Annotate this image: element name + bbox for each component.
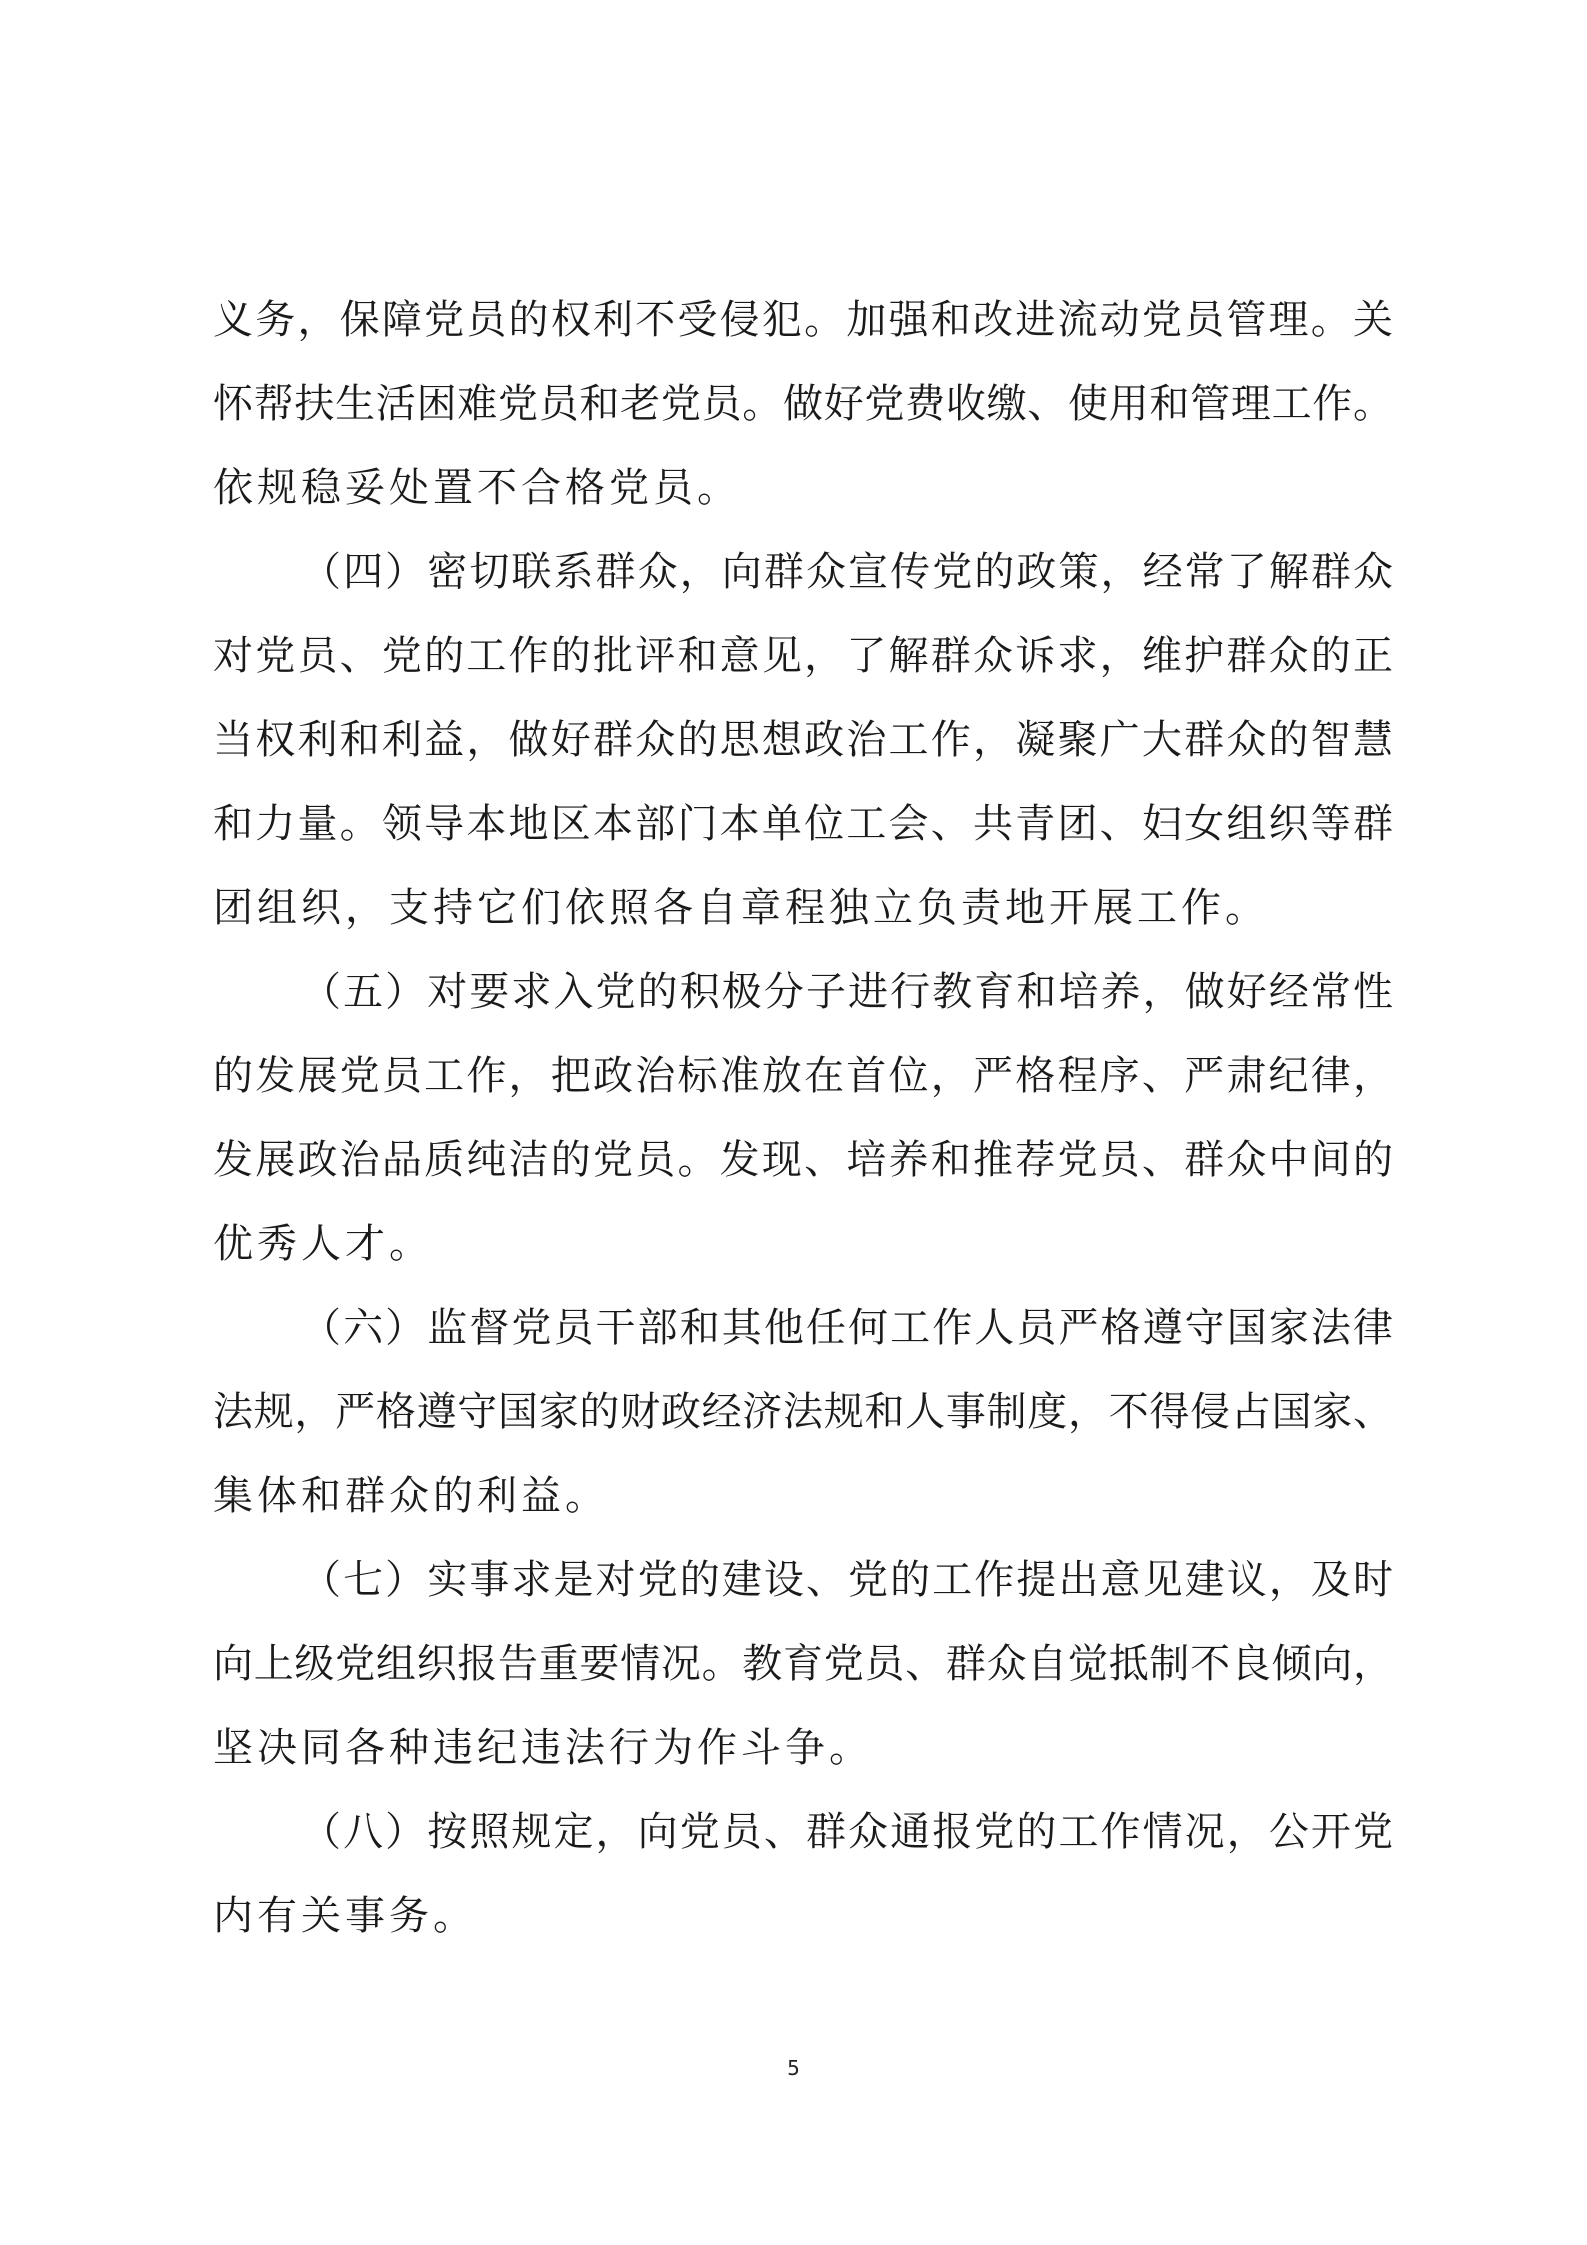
paragraph-heading-line: （四）密切联系群众，向群众宣传党的政策，经常了解群众 xyxy=(301,549,1393,595)
text-line: 的发展党员工作，把政治标准放在首位，严格程序、严肃纪律， xyxy=(213,1053,1393,1099)
text-line: 坚决同各种违纪违法行为作斗争。 xyxy=(213,1725,873,1771)
text-line: 义务，保障党员的权利不受侵犯。加强和改进流动党员管理。关 xyxy=(213,297,1393,343)
paragraph-heading-line: （八）按照规定，向党员、群众通报党的工作情况，公开党 xyxy=(301,1809,1393,1855)
text-line: 发展政治品质纯洁的党员。发现、培养和推荐党员、群众中间的 xyxy=(213,1137,1393,1183)
text-line: 团组织，支持它们依照各自章程独立负责地开展工作。 xyxy=(213,885,1269,931)
page-number: 5 xyxy=(787,2056,800,2080)
text-line: 优秀人才。 xyxy=(213,1221,433,1267)
text-line: 法规，严格遵守国家的财政经济法规和人事制度，不得侵占国家、 xyxy=(213,1389,1393,1435)
text-line: 向上级党组织报告重要情况。教育党员、群众自觉抵制不良倾向， xyxy=(213,1641,1393,1687)
text-line: 当权利和利益，做好群众的思想政治工作，凝聚广大群众的智慧 xyxy=(213,717,1393,763)
text-line: 怀帮扶生活困难党员和老党员。做好党费收缴、使用和管理工作。 xyxy=(213,381,1393,427)
text-line: 对党员、党的工作的批评和意见，了解群众诉求，维护群众的正 xyxy=(213,633,1393,679)
text-line: 集体和群众的利益。 xyxy=(213,1473,609,1519)
text-line: 依规稳妥处置不合格党员。 xyxy=(213,465,741,511)
text-line: 和力量。领导本地区本部门本单位工会、共青团、妇女组织等群 xyxy=(213,801,1393,847)
text-line: 内有关事务。 xyxy=(213,1893,477,1939)
paragraph-heading-line: （七）实事求是对党的建设、党的工作提出意见建议，及时 xyxy=(301,1557,1393,1603)
paragraph-heading-line: （六）监督党员干部和其他任何工作人员严格遵守国家法律 xyxy=(301,1305,1393,1351)
paragraph-heading-line: （五）对要求入党的积极分子进行教育和培养，做好经常性 xyxy=(301,969,1393,1015)
